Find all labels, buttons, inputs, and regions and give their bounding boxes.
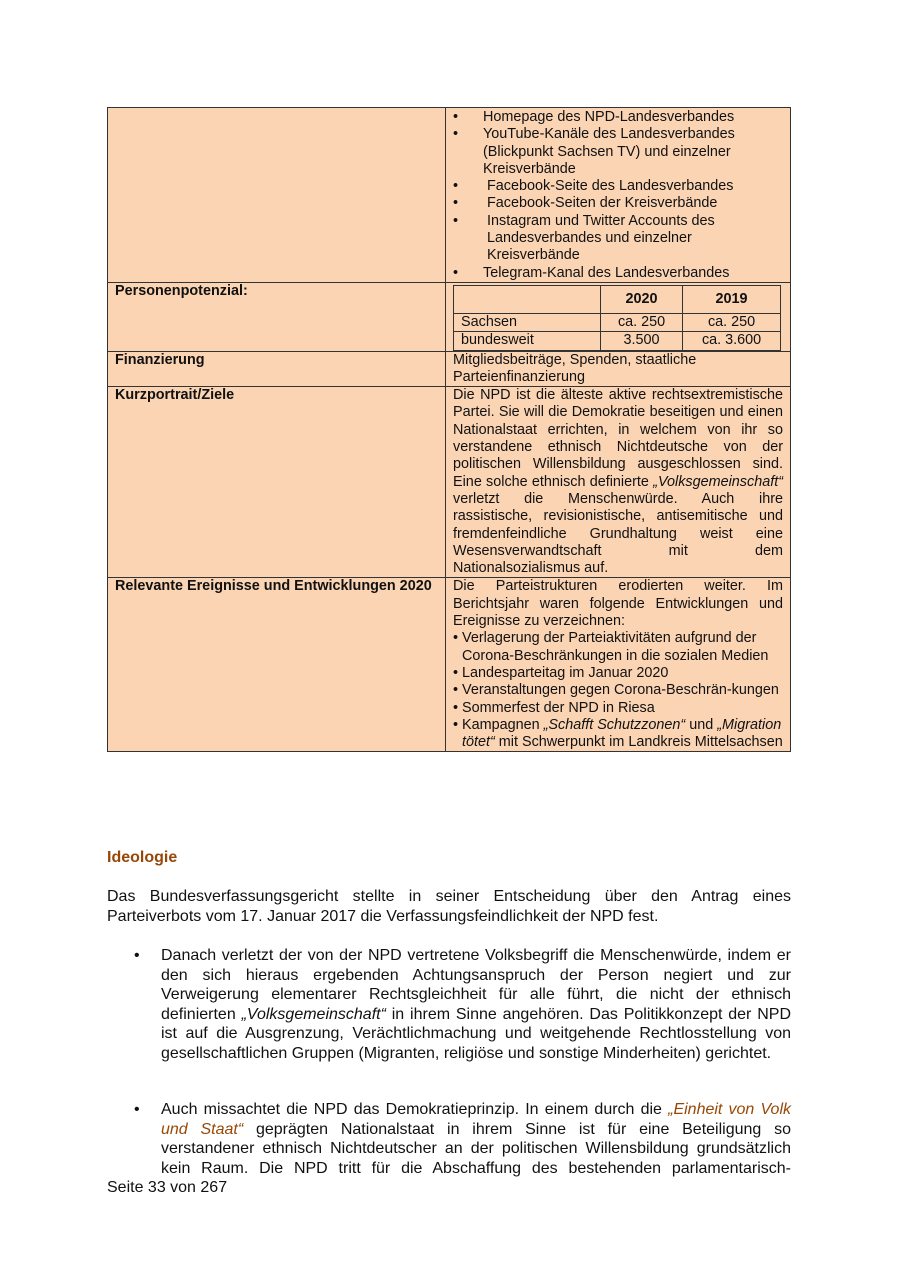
campaign-quote: „Migration tötet“ [462,716,782,751]
list-item: • YouTube-Kanäle des Landesverbandes (Blickpunkt Sachsen TV) und einzelner Kreisverbände [453,126,783,178]
value-2020-cell: ca. 250 [601,313,683,331]
kurzportrait-label: Kurzportrait/Ziele [108,387,446,578]
personenpotenzial-label: Personenpotenzial: [108,282,446,351]
text-part: geprägten Nationalstaat in ihrem Sinne ist für eine Beteiligung so verstandener ethnisch Nichtdeutscher an der politischen Willensbildung grundsätzlich kein Raum. Die NPD tritt für die Abschaffung des bestehenden parlamentarisch- [161,1120,792,1177]
ereignisse-cell [446,578,791,752]
kurzportrait-quote: „Volksgemeinschaft“ [653,473,783,490]
table-row [108,578,791,752]
text-part: Auch missachtet die NPD das Demokratieprinzip. In einem durch die [161,1101,669,1118]
ereignisse-intro: Die Parteistrukturen erodierten weiter. Im Berichtsjahr waren folgende Entwicklungen und Ereignisse zu verzeichnen: [453,578,783,630]
personenpotenzial-table [453,285,781,351]
ereignisse-list [453,630,783,751]
region-cell: bundesweit [454,332,601,350]
list-item: • Facebook-Seite des Landesverbandes [453,178,783,195]
volksgemeinschaft-quote: „Volksgemeinschaft“ [241,1005,386,1023]
year-2020-header: 2020 [601,285,683,313]
kurzportrait-text [446,387,791,578]
empty-header-cell [454,285,601,313]
channel-list [453,109,783,282]
einheit-quote: „Einheit von Volk und Staat“ [161,1101,791,1138]
ideologie-intro: Das Bundesverfassungsgericht stellte in seiner Entscheidung über den Antrag eines Parteiverbots vom 17. Januar 2017 die Verfassungsfeindlichkeit der NPD fest. [107,888,791,925]
table-row [454,285,781,313]
kurzportrait-text-part: verletzt die Menschenwürde. Auch ihre rassistische, revisionistische, antisemitische und fremdenfeindliche Grundhaltung weist eine Wesensverwandtschaft mit dem Nationalsozialismus auf. [453,490,783,577]
ideologie-bullet-text [161,946,791,1063]
list-item: • Verlagerung der Parteiaktivitäten aufgrund der Corona-Beschränkungen in die sozialen Medien [453,630,769,664]
table-row [454,313,781,331]
table-row [108,108,791,283]
list-item-text: und [685,716,718,733]
list-item: • Facebook-Seiten der Kreisverbände [453,195,783,212]
value-2019-cell: ca. 3.600 [683,332,781,350]
year-2019-header: 2019 [683,285,781,313]
list-item-text: Verlagerung der Parteiaktivitäten aufgrund der Corona-Beschränkungen in die sozialen Medien [462,630,769,664]
value-2020-cell: 3.500 [601,332,683,350]
table-row [108,282,791,351]
bullet-mark: • [134,947,140,964]
text-part: Danach verletzt der von der NPD vertretene Volksbegriff die Menschenwürde, indem er den sich hieraus ergebenden Achtungsanspruch der Person negiert und zur Verweigerung elementarer Rechtsgleichheit für alle führt, die nicht der ethnisch definierten [161,947,791,1023]
list-item: • Instagram und Twitter Accounts des Landesverbandes und einzelner Kreisverbände [453,213,783,265]
page-number: Seite 33 von 267 [107,1179,228,1196]
text-part: in ihrem Sinne angehören. Das Politikkonzept der NPD ist auf die Ausgrenzung, Verächtlichmachung und weitgehende Rechtlosstellung von gesellschaftlichen Gruppen (Migranten, religiöse und sonstige Minderheiten) gerichtet. [161,1005,792,1062]
kurzportrait-text-part: Die NPD ist die älteste aktive rechtsextremistische Partei. Sie will die Demokratie beseitigen und einen Nationalstaat errichten, in welchem von ihr so verstandene ethnisch Nichtdeutsche von der politischen Willensbildung ausgeschlossen sind. Eine solche ethnisch definierte [453,387,783,490]
table-row [108,387,791,578]
region-cell: Sachsen [454,313,601,331]
finanzierung-value: Mitgliedsbeiträge, Spenden, staatliche Parteienfinanzierung [446,351,791,387]
finanzierung-label: Finanzierung [108,351,446,387]
channels-cell [446,108,791,283]
empty-label-cell [108,108,446,283]
table-row [108,351,791,387]
list-item: • Kampagnen „Schafft Schutzzonen“ und „Migration tötet“ mit Schwerpunkt im Landkreis Mittelsachsen [453,716,783,751]
list-item: • Telegram-Kanal des Landesverbandes [453,265,783,282]
party-info-table [107,107,791,752]
ideologie-bullet [107,1100,791,1178]
ereignisse-label: Relevante Ereignisse und Entwicklungen 2020 [108,578,446,752]
value-2019-cell: ca. 250 [683,313,781,331]
section-heading: Ideologie [107,849,178,866]
table-row [454,332,781,350]
personenpotenzial-cell [446,282,791,351]
ideologie-bullet [107,946,791,1063]
list-item-text: Kampagnen [462,716,544,733]
list-item-text: Sommerfest der NPD in Riesa [462,699,655,716]
bullet-mark: • [134,1101,140,1118]
list-item: • Landesparteitag im Januar 2020 [453,664,669,681]
campaign-quote: „Schafft Schutzzonen“ [543,716,686,733]
list-item-text: mit Schwerpunkt im Landkreis Mittelsachsen [494,734,783,751]
list-item: • Veranstaltungen gegen Corona-Beschrän-kungen [453,682,779,699]
list-item-text: Landesparteitag im Januar 2020 [462,664,669,681]
list-item: • Sommerfest der NPD in Riesa [453,699,655,716]
list-item-text: Veranstaltungen gegen Corona-Beschrän-kungen [462,682,779,699]
list-item: • Homepage des NPD-Landesverbandes [453,109,783,126]
ideologie-bullet-text [161,1100,791,1178]
